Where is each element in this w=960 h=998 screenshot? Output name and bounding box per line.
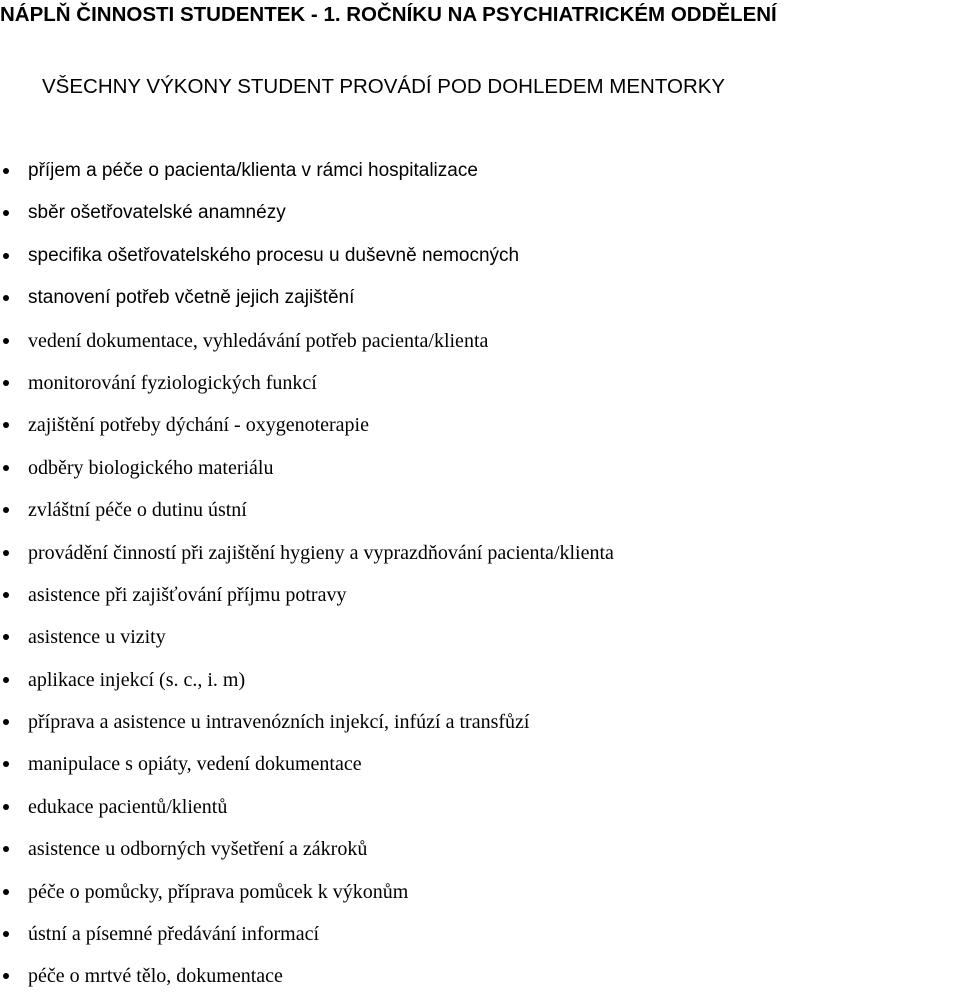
list-item-text: příjem a péče o pacienta/klienta v rámci hospitalizace (28, 160, 478, 181)
bullet-icon (3, 380, 9, 386)
bullet-icon (3, 846, 9, 852)
list-item-text: asistence u vizity (28, 626, 166, 649)
list-item-text: ústní a písemné předávání informací (28, 923, 320, 946)
bullet-icon (3, 253, 9, 259)
bullet-icon (3, 210, 9, 216)
list-item-text: monitorování fyziologických funkcí (28, 371, 317, 394)
bullet-icon (3, 761, 9, 767)
list-item-text: odběry biologického materiálu (28, 456, 274, 479)
bullet-icon (3, 719, 9, 725)
bullet-icon (3, 338, 9, 344)
list-item-text: provádění činností při zajištění hygieny a vyprazdňování pacienta/klienta (28, 541, 614, 564)
list-item-text: zajištění potřeby dýchání - oxygenoterapie (28, 414, 369, 437)
bullet-icon (3, 507, 9, 513)
list-item-text: sběr ošetřovatelské anamnézy (28, 202, 286, 224)
bullet-icon (3, 550, 9, 556)
bullet-icon (3, 465, 9, 471)
list-item-text: vedení dokumentace, vyhledávání potřeb pacienta/klienta (28, 329, 489, 352)
list-item-text: stanovení potřeb včetně jejich zajištění (28, 287, 355, 309)
bullet-icon (3, 634, 9, 640)
list-item-text: specifika ošetřovatelského procesu u duševně nemocných (28, 244, 520, 266)
bullet-icon (3, 804, 9, 810)
document-title: NÁPLŇ ČINNOSTI STUDENTEK - 1. ROČNÍKU NA PSYCHIATRICKÉM ODDĚLENÍ (0, 3, 777, 26)
list-item-text: péče o mrtvé tělo, dokumentace (28, 965, 283, 988)
list-item-text: asistence u odborných vyšetření a zákroků (28, 838, 368, 861)
list-item-text: manipulace s opiáty, vedení dokumentace (28, 753, 362, 776)
list-item-text: aplikace injekcí (s. c., i. m) (28, 668, 246, 691)
list-item-text: asistence při zajišťování příjmu potravy (28, 583, 347, 606)
list-item-text: příprava a asistence u intravenózních injekcí, infúzí a transfůzí (28, 711, 530, 734)
bullet-icon (3, 422, 9, 428)
bullet-icon (3, 889, 9, 895)
bullet-icon (3, 931, 9, 937)
list-item-text: edukace pacientů/klientů (28, 795, 228, 818)
document-subtitle: VŠECHNY VÝKONY STUDENT PROVÁDÍ POD DOHLEDEM MENTORKY (42, 75, 726, 98)
bullet-icon (3, 677, 9, 683)
bullet-icon (3, 168, 9, 174)
list-item-text: zvláštní péče o dutinu ústní (28, 499, 247, 522)
bullet-icon (3, 973, 9, 979)
list-item-text: péče o pomůcky, příprava pomůcek k výkonům (28, 880, 409, 903)
bullet-icon (3, 295, 9, 301)
bullet-icon (3, 592, 9, 598)
